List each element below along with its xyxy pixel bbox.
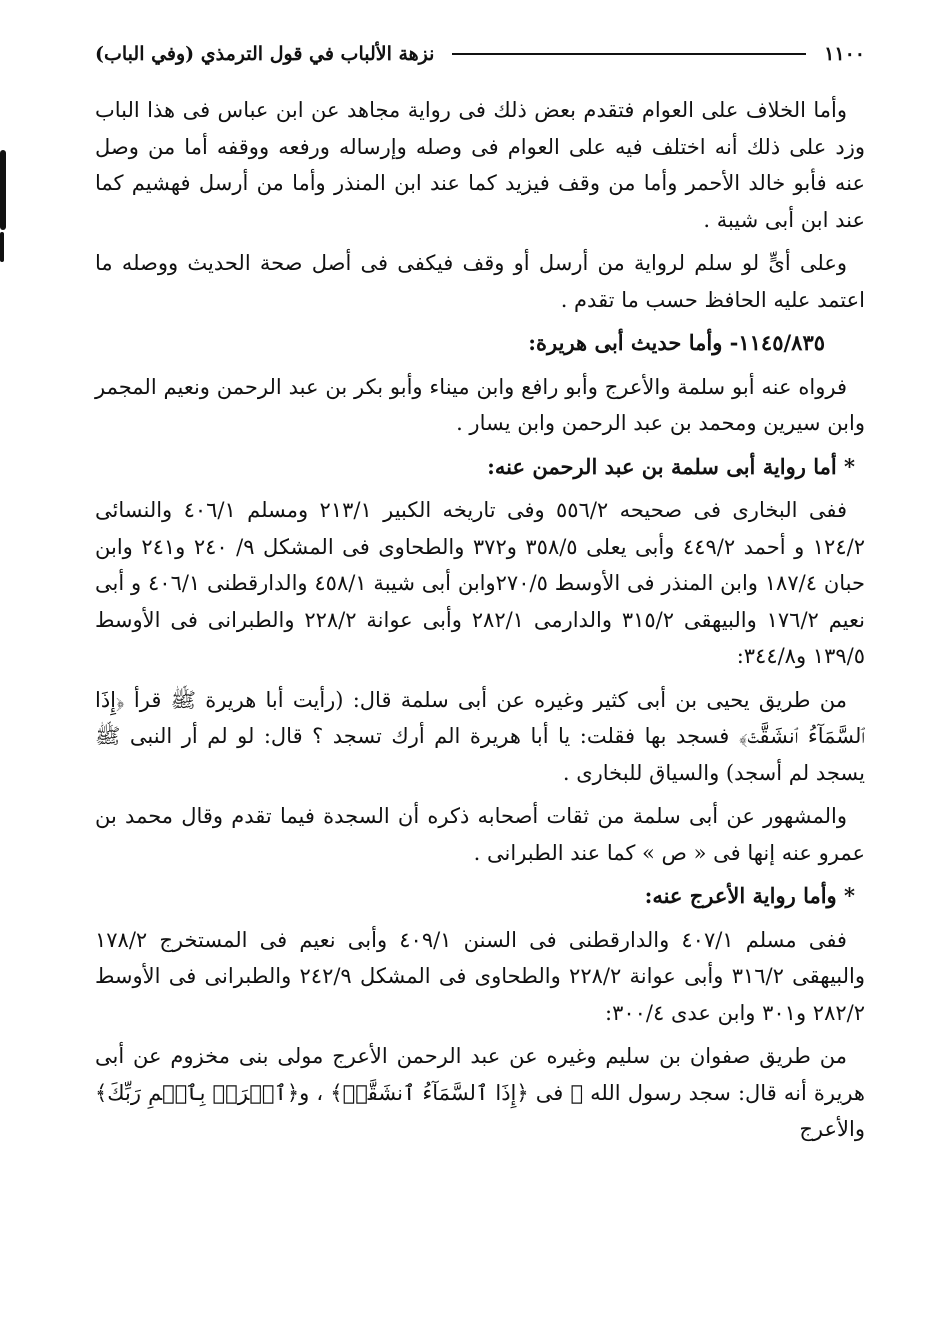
running-title: نزهة الألباب في قول الترمذي (وفي الباب) (95, 43, 435, 65)
subsection-heading: * وأما رواية الأعرج عنه: (644, 883, 855, 908)
paragraph: وعلى أىٍّ لو سلم لرواية من أرسل أو وقف فيكفى فى أصل صحة الحديث ووصله ما اعتمد عليه الحافظ حسب ما تقدم . (95, 251, 865, 312)
header-rule (452, 53, 806, 55)
paragraph: وأما الخلاف على العوام فتقدم بعض ذلك فى رواية مجاهد عن ابن عباس فى هذا الباب وزد على ذلك أنه اختلف فيه على العوام فى وصله وإرساله ورفعه ووقفه أما من وصل عنه فأبو خالد الأحمر وأما من وقف فيزيد كما عند ابن المنذر وأما من أرسل فهشيم كما عند ابن أبى شيبة . (95, 98, 865, 232)
paragraph: ففى مسلم ٤٠٧/١ والدارقطنى فى السنن ٤٠٩/١ وأبى نعيم فى المستخرج ١٧٨/٢ والبيهقى ٣١٦/٢ وأبى عوانة ٢٢٨/٢ والطحاوى فى المشكل ٢٤٢/٩ والطبرانى فى الأوسط ٢٨٢/٢ و٣٠١ وابن عدى ٣٠٠/٤: (95, 927, 866, 1025)
paragraph: من طريق يحيى بن أبى كثير وغيره عن أبى سلمة قال: (رأيت أبا هريرة ﷺ قرأ ﴿إِذَا ٱلسَّمَآءُ ٱنشَقَّتۡ﴾ فسجد بها فقلت: يا أبا هريرة الم أرك تسجد ؟ قال: لو لم أر النبى ﷺ يسجد لم أسجد) والسياق للبخارى . (95, 687, 865, 785)
page-body (95, 92, 865, 1148)
paragraph: ففى البخارى فى صحيحه ٥٥٦/٢ وفى تاريخه الكبير ٢١٣/١ ومسلم ٤٠٦/١ والنسائى ١٢٤/٢ و أحمد ٤٤٩/٢ وأبى يعلى ٣٥٨/٥ و٣٧٢ والطحاوى فى المشكل ٩/ ٢٤٠ و٢٤١ وابن حبان ١٨٧/٤ وابن المنذر فى الأوسط ٢٧٠/٥وابن أبى شيبة ٤٥٨/١ والدارقطنى ٤٠٦/١ و أبى نعيم ١٧٦/٢ والبيهقى ٣١٥/٢ والدارمى ٢٨٢/١ وأبى عوانة ٢٢٨/٢ والطبرانى فى الأوسط ١٣٩/٥ و٣٤٤/٨: (95, 498, 865, 668)
book-page (95, 34, 865, 1324)
section-heading: ١١٤٥/٨٣٥- وأما حديث أبى هريرة: (528, 330, 825, 355)
page-header (95, 34, 865, 74)
paragraph: فرواه عنه أبو سلمة والأعرج وأبو رافع وابن ميناء وأبو بكر بن عبد الرحمن ونعيم المجمر وابن سيرين ومحمد بن عبد الرحمن وابن يسار . (95, 374, 865, 435)
page-number: ١١٠٠ (824, 43, 865, 65)
scan-edge-mark (0, 232, 4, 262)
subsection-heading: * أما رواية أبى سلمة بن عبد الرحمن عنه: (487, 453, 855, 479)
scan-edge-mark (0, 150, 6, 230)
paragraph: والمشهور عن أبى سلمة من ثقات أصحابه ذكره أن السجدة فيما تقدم وقال محمد بن عمرو عنه إنها فى « ص » كما عند الطبرانى . (95, 804, 865, 865)
paragraph: من طريق صفوان بن سليم وغيره عن عبد الرحمن الأعرج مولى بنى مخزوم عن أبى هريرة أنه قال: سجد رسول الله ﷺ فى ﴿إِذَا ٱلسَّمَآءُ ٱنشَقَّتۡ﴾ ، و﴿ٱقۡرَأۡ بِٱسۡمِ رَبِّكَ﴾ والأعرج (95, 1044, 865, 1141)
